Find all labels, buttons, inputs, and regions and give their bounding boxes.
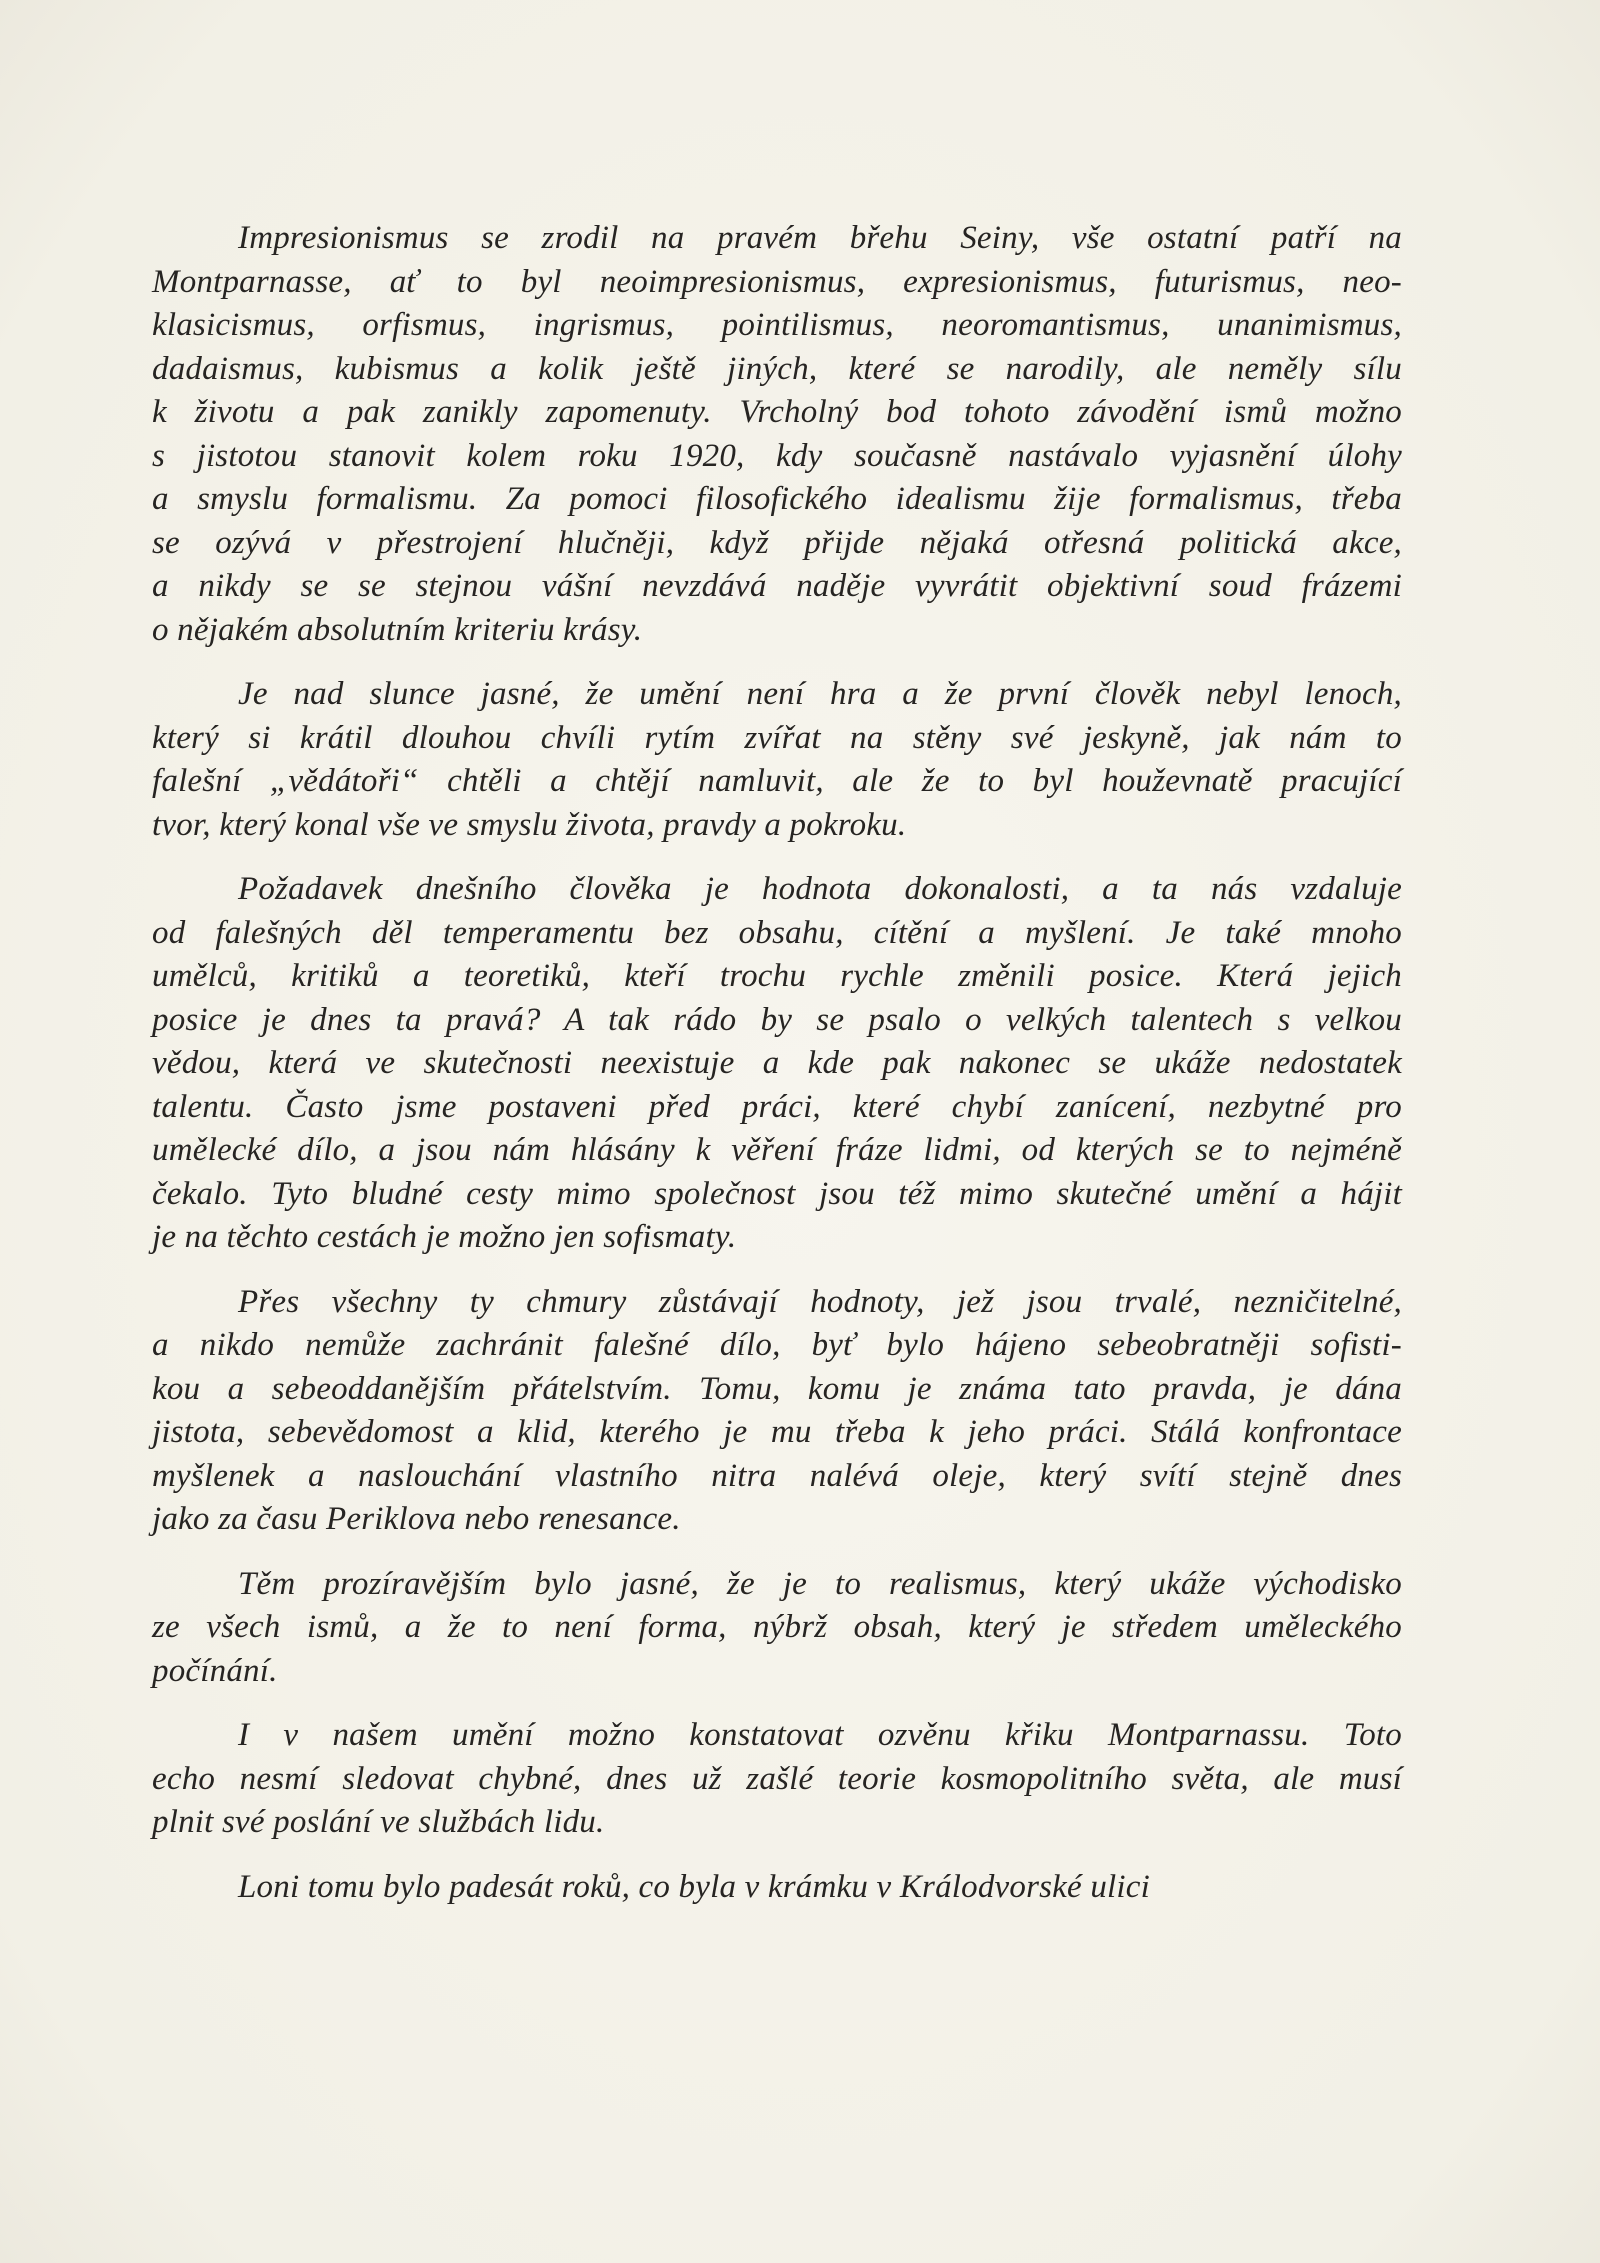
text-line: Těm prozíravějším bylo jasné, že je to realismus, který ukáže východisko xyxy=(238,1565,1402,1602)
text-line: Montparnasse, ať to byl neoimpresionismus, expresionismus, futurismus, neo- xyxy=(152,263,1402,300)
text-line: Přes všechny ty chmury zůstávají hodnoty, jež jsou trvalé, nezničitelné, xyxy=(238,1283,1402,1320)
text-line: je na těchto cestách je možno jen sofismaty. xyxy=(152,1219,737,1255)
text-line: plnit své poslání ve službách lidu. xyxy=(152,1804,605,1840)
text-line: který si krátil dlouhou chvíli rytím zvířat na stěny své jeskyně, jak nám to xyxy=(152,719,1402,756)
text-line: čekalo. Tyto bludné cesty mimo společnost jsou též mimo skutečné umění a hájit xyxy=(152,1175,1402,1212)
text-line: myšlenek a naslouchání vlastního nitra nalévá oleje, který svítí stejně dnes xyxy=(152,1457,1402,1494)
text-line: Je nad slunce jasné, že umění není hra a že první člověk nebyl lenoch, xyxy=(238,676,1402,712)
text-line: posice je dnes ta pravá? A tak rádo by se psalo o velkých talentech s velkou xyxy=(152,1001,1402,1038)
text-line: falešní „vědátoři“ chtěli a chtějí namluvit, ale že to byl houževnatě pracující xyxy=(152,763,1402,799)
text-line: se ozývá v přestrojení hlučněji, když přijde nějaká otřesná politická akce, xyxy=(152,524,1402,561)
text-line: talentu. Často jsme postaveni před práci, které chybí zanícení, nezbytné pro xyxy=(152,1088,1402,1125)
text-line: klasicismus, orfismus, ingrismus, pointilismus, neoromantismus, unanimismus, xyxy=(152,307,1402,343)
text-line: a nikdo nemůže zachránit falešné dílo, byť bylo hájeno sebeobratněji sofisti- xyxy=(152,1327,1402,1363)
text-line: Loni tomu bylo padesát roků, co byla v krámku v Králodvorské ulici xyxy=(238,1868,1150,1905)
text-line: dadaismus, kubismus a kolik ještě jiných, které se narodily, ale neměly sílu xyxy=(152,350,1402,387)
text-line: jako za času Periklova nebo renesance. xyxy=(152,1501,681,1537)
text-line: s jistotou stanovit kolem roku 1920, kdy současně nastávalo vyjasnění úlohy xyxy=(152,437,1402,474)
text-line: o nějakém absolutním kriteriu krásy. xyxy=(152,611,643,648)
text-line: ze všech ismů, a že to není forma, nýbrž obsah, který je středem uměleckého xyxy=(152,1609,1402,1645)
text-line: jistota, sebevědomost a klid, kterého je mu třeba k jeho práci. Stálá konfrontace xyxy=(152,1414,1402,1450)
text-line: umělecké dílo, a jsou nám hlásány k věření fráze lidmi, od kterých se to nejméně xyxy=(152,1132,1402,1168)
text-line: umělců, kritiků a teoretiků, kteří trochu rychle změnili posice. Která jejich xyxy=(152,958,1402,994)
text-line: kou a sebeoddanějším přátelstvím. Tomu, komu je známa tato pravda, je dána xyxy=(152,1370,1402,1407)
text-line: Impresionismus se zrodil na pravém břehu Seiny, vše ostatní patří na xyxy=(238,220,1402,256)
text-line: k životu a pak zanikly zapomenuty. Vrcholný bod tohoto závodění ismů možno xyxy=(152,394,1402,430)
text-line: počínání. xyxy=(152,1652,278,1689)
text-line: a nikdy se se stejnou vášní nevzdává naděje vyvrátit objektivní soud frázemi xyxy=(152,568,1402,604)
text-line: echo nesmí sledovat chybné, dnes už zašlé teorie kosmopolitního světa, ale musí xyxy=(152,1760,1402,1797)
text-line: tvor, který konal vše ve smyslu života, pravdy a pokroku. xyxy=(152,806,907,843)
text-line: I v našem umění možno konstatovat ozvěnu křiku Montparnassu. Toto xyxy=(238,1717,1402,1753)
text-line: od falešných děl temperamentu bez obsahu, cítění a myšlení. Je také mnoho xyxy=(152,914,1402,951)
text-line: Požadavek dnešního člověka je hodnota dokonalosti, a ta nás vzdaluje xyxy=(238,871,1402,907)
text-line: vědou, která ve skutečnosti neexistuje a kde pak nakonec se ukáže nedostatek xyxy=(152,1045,1402,1081)
text-line: a smyslu formalismu. Za pomoci filosofického idealismu žije formalismus, třeba xyxy=(152,481,1402,517)
